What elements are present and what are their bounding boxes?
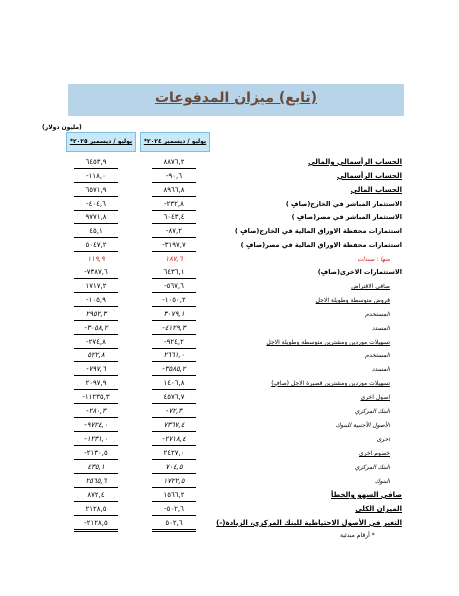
row-label: المسدد <box>371 366 390 373</box>
value-2024: ٨٩٦٦,٨ <box>152 184 196 197</box>
row-label: استثمارات محفظة الاوراق المالية في الخارج(صافٍ ) <box>234 227 402 235</box>
table-row <box>40 517 402 530</box>
table-row <box>40 489 402 502</box>
row-label: الميزان الكلى <box>355 505 402 513</box>
table-row <box>40 211 402 224</box>
value-2024: ٦٠٤٣,٤ <box>152 211 196 224</box>
table-row <box>40 419 402 432</box>
value-2024: -١٠٥٠,٢ <box>152 294 196 307</box>
row-label: المستخدم <box>365 352 390 359</box>
value-2025: -١١٨,٠ <box>74 170 118 183</box>
value-2025: ١١٩,٩ <box>87 255 105 263</box>
title-banner <box>68 84 404 116</box>
table-row <box>40 239 402 252</box>
row-label: المستخدم <box>365 311 390 318</box>
row-label: اخرى <box>376 436 390 443</box>
row-label: منها : سندات <box>357 256 390 263</box>
value-2024: ٣٠٧٩,١ <box>152 308 196 321</box>
value-2025: -١٠٥,٩ <box>74 294 118 307</box>
row-label: الحساب الرأسمالي والمالي <box>308 158 402 166</box>
value-2024: ٧٣٦٧,٤ <box>152 419 196 432</box>
table-row <box>40 266 402 279</box>
value-2025: ٢١٢٨,٥ <box>74 503 118 516</box>
table-row <box>40 391 402 404</box>
row-label: تسهيلات موردين ومشترين متوسطة وطويلة الاجل <box>266 339 390 346</box>
value-2025: -١٢٣١,٠ <box>74 433 118 446</box>
value-2024: -٢٧١٨,٤ <box>152 433 196 446</box>
row-label: الاستثمار المباشر في الخارج(صافٍ ) <box>285 200 402 208</box>
value-2024: -٩٢٤,٢ <box>152 336 196 349</box>
value-2024: ٢٦٦١,٠ <box>152 349 196 362</box>
value-2025: -٧٣٨٧,٦ <box>74 266 118 279</box>
value-2025: -٤٠٤,٦ <box>74 198 118 211</box>
value-2024: -٧٢,٣ <box>152 405 196 418</box>
row-label: صافي الاقتراض <box>351 283 390 290</box>
table-row <box>40 170 402 183</box>
value-2024: -٣٥٨٥,٢ <box>152 363 196 376</box>
footnote: * أرقام مبدئية <box>340 532 375 539</box>
table-row <box>40 461 402 474</box>
table-row <box>40 253 402 266</box>
table-row <box>40 308 402 321</box>
table-row <box>40 447 402 460</box>
column-header-2024: يوليو / ديسمبر ٢٠٢٤* <box>140 132 210 152</box>
table-row <box>40 184 402 197</box>
page-title: (تابع) ميزان المدفوعات <box>154 90 318 106</box>
value-2025: ٢٠٩٧,٩ <box>74 377 118 390</box>
value-2024: ٢٤٢٧,٠ <box>152 447 196 460</box>
row-label: المسدد <box>371 325 390 332</box>
row-label: الحساب المالي <box>350 186 402 194</box>
value-2025: -٢١٣٠,٥ <box>74 447 118 460</box>
value-2025: ٦٥٧١,٩ <box>74 184 118 197</box>
value-2025: -٣٠٥٨,٢ <box>74 322 118 335</box>
table-row <box>40 280 402 293</box>
value-2025: ٨٧٢,٤ <box>74 489 118 502</box>
value-2024: -٢٣٢,٨ <box>152 198 196 211</box>
value-2024: ٧٠٤,٥ <box>152 461 196 474</box>
value-2025: ٥٠٤٧,٢ <box>74 239 118 252</box>
value-2024: ١٤٠٦,٨ <box>152 377 196 390</box>
value-2024: ٦٤٣٦,١ <box>152 266 196 279</box>
table-row <box>40 433 402 446</box>
row-label: التغير في الأصول الاحتياطية للبنك المركزي، الزيادة(-) <box>216 519 402 527</box>
table-row <box>40 156 402 169</box>
row-label: اصول اخرى <box>360 394 390 401</box>
value-2024: -٩٠,٦ <box>152 170 196 183</box>
value-2025: -١١٢٣٥,٣ <box>74 391 118 404</box>
row-label: البنك المركزي <box>354 408 390 415</box>
table-row <box>40 349 402 362</box>
row-label: قروض متوسطة وطويلة الاجل <box>315 297 390 304</box>
value-2025: -٧٩٧,٦ <box>74 363 118 376</box>
value-2025: -٩٧٢٤,٠ <box>74 419 118 432</box>
value-2024: ١٧٢٢,٥ <box>152 475 196 488</box>
value-2024: ١٥٦٦,٢ <box>152 489 196 502</box>
row-label: البنك المركزي <box>354 464 390 471</box>
value-2024: ١٨٧,٦ <box>165 255 183 263</box>
table-row <box>40 363 402 376</box>
value-2024: ٥٠٢,٦ <box>152 517 196 532</box>
value-2024: ٤٥٧٦,٧ <box>152 391 196 404</box>
column-header-2025: يوليو / ديسمبر ٢٠٢٥* <box>66 132 136 152</box>
value-2025: -٢١٢٨,٥ <box>74 517 118 532</box>
row-label: البنوك <box>374 478 390 485</box>
row-label: الاستثمارات الاخرى(صافٍ) <box>317 268 402 276</box>
value-2025: ٤٥,١ <box>74 225 118 238</box>
table-row <box>40 336 402 349</box>
table-row <box>40 475 402 488</box>
table-row <box>40 198 402 211</box>
value-2025: ٤٣٥,١ <box>74 461 118 474</box>
value-2024: -٨٧,٢ <box>152 225 196 238</box>
value-2025: ١٧١٧,٢ <box>74 280 118 293</box>
value-2025: -٢٨٠,٣ <box>74 405 118 418</box>
table-row <box>40 503 402 516</box>
value-2025: ٥٢٢,٨ <box>74 349 118 362</box>
table-row <box>40 322 402 335</box>
row-label: تسهيلات موردين ومشترين قصيرة الاجل (صافٍ) <box>271 380 390 387</box>
row-label: استثمارات محفظة الاوراق المالية في مصر(صافٍ ) <box>240 241 402 249</box>
value-2024: ٨٨٧٦,٢ <box>152 156 196 169</box>
value-2025: ٢٥٦٥,٦ <box>74 475 118 488</box>
row-label: الحساب الرأسمالي <box>337 172 402 180</box>
value-2025: ٦٤٥٣,٩ <box>74 156 118 169</box>
table-row <box>40 405 402 418</box>
value-2024: -٥٠٢,٦ <box>152 503 196 516</box>
value-2025: ٩٧٧١,٨ <box>74 211 118 224</box>
table-row <box>40 377 402 390</box>
row-label: صافي السهو والخطأ <box>331 491 402 499</box>
table-row <box>40 225 402 238</box>
row-label: الأصول الأجنبية للبنوك <box>335 422 390 429</box>
value-2024: -٣١٩٧,٧ <box>152 239 196 252</box>
value-2024: -٤١٢٩,٣ <box>152 322 196 335</box>
value-2025: ٢٩٥٢,٣ <box>74 308 118 321</box>
table-row <box>40 294 402 307</box>
row-label: الاستثمار المباشر في مصر(صافٍ ) <box>291 213 402 221</box>
value-2024: -٥٦٧,٦ <box>152 280 196 293</box>
unit-label: (مليون دولار) <box>42 124 82 131</box>
row-label: خصوم اخرى <box>358 450 390 457</box>
value-2025: -٢٧٤,٨ <box>74 336 118 349</box>
